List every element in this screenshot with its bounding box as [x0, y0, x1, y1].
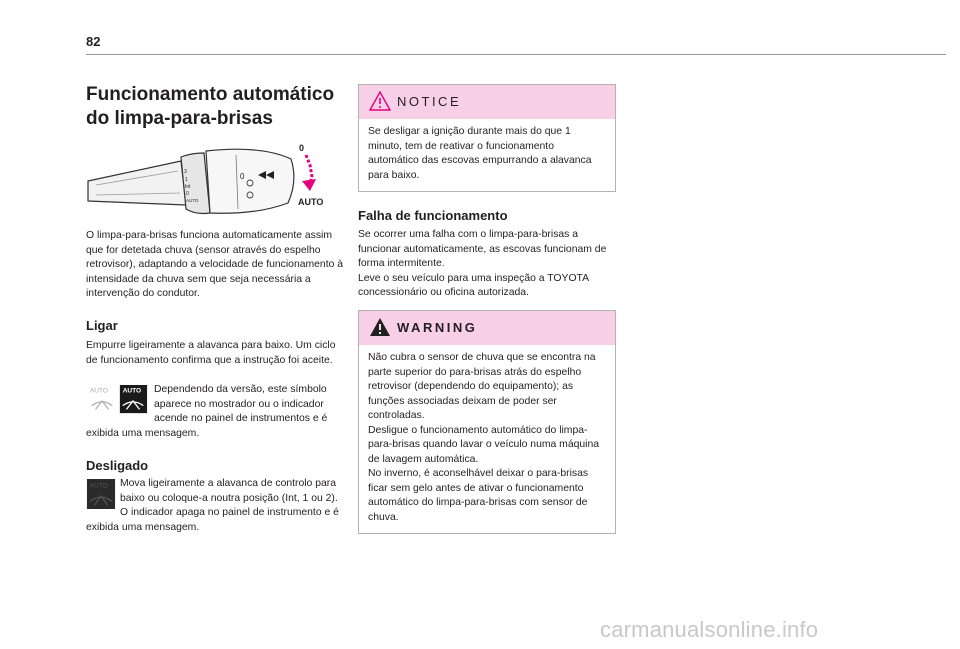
ligar-paragraph-2: Dependendo da versão, este símbolo aparece no mostrador ou o indicador acende no painel de instrumentos e é exibida uma mensagem.	[86, 384, 328, 439]
desligado-paragraph-2: O indicador apaga no painel de instrumento e é exibida uma mensagem.	[86, 507, 339, 533]
lever-position-auto: AUTO	[298, 197, 324, 207]
notice-header	[359, 85, 615, 119]
desligado-block	[86, 477, 344, 535]
top-rule	[86, 54, 946, 55]
auto-off-label: AUTO	[89, 482, 108, 490]
desligado-paragraph-1: Mova ligeiramente a alavanca de controlo para baixo ou coloque-a noutra posição (Int, 1 ou 2).	[120, 478, 338, 504]
lever-ring-0: 0	[240, 172, 245, 181]
watermark: carmanualsonline.info	[600, 617, 819, 642]
lever-label-int: Int	[185, 184, 191, 190]
notice-warning-triangle-icon	[369, 91, 391, 111]
lever-label-auto-small: AUTO	[186, 198, 199, 203]
push-down-arrow-icon	[306, 155, 312, 183]
title-line-1: Funcionamento automático	[86, 84, 335, 105]
auto-wiper-symbols-icon	[86, 385, 150, 415]
warning-text-2: Desligue o funcionamento automático do limpa-para-brisas quando lavar o veículo numa máquina de lavagem automática.	[368, 424, 600, 465]
ligar-paragraph-2-block	[86, 383, 344, 441]
auto-wiper-off-icon	[86, 479, 116, 509]
notice-label: NOTICE	[397, 94, 462, 109]
heading-desligado: Desligado	[86, 458, 149, 473]
warning-label: WARNING	[397, 320, 478, 335]
warning-triangle-icon	[369, 317, 391, 337]
wiper-lever-illustration	[86, 143, 326, 223]
warning-text-3: No inverno, é aconselhável deixar o para-brisas ficar sem gelo antes de ativar o funcionamento automático do limpa-para-brisas com sensor de chuva.	[368, 468, 589, 523]
lever-label-1: 1	[185, 177, 188, 183]
falha-block	[358, 228, 616, 301]
warning-text-1: Não cubra o sensor de chuva que se encontra na parte superior do para-brisas atrás do espelho retrovisor (dependendo do equipamento); as funções associadas deixam de poder ser controladas.	[368, 352, 596, 421]
notice-box	[358, 84, 616, 192]
title-line-2: do limpa-para-brisas	[86, 108, 273, 129]
notice-text: Se desligar a ignição durante mais do que 1 minuto, tem de reativar o funcionamento automático das escovas empurrando a alavanca para baixo.	[368, 126, 592, 181]
page-number: 82	[86, 34, 101, 49]
ligar-paragraph-1: Empurre ligeiramente a alavanca para baixo. Um ciclo de funcionamento confirma que a instrução foi aceite.	[86, 340, 336, 366]
auto-symbol-dark-label: AUTO	[122, 387, 142, 395]
lever-label-0: 0	[186, 191, 189, 197]
warning-box	[358, 310, 616, 534]
heading-falha: Falha de funcionamento	[358, 208, 508, 223]
arrowhead-icon	[302, 179, 316, 191]
falha-paragraph-1: Se ocorrer uma falha com o limpa-para-brisas a funcionar automaticamente, as escovas funcionam de forma intermitente.	[358, 229, 607, 269]
warning-header	[359, 311, 615, 345]
lever-position-0: 0	[299, 143, 305, 153]
page-title	[86, 83, 356, 131]
falha-paragraph-2: Leve o seu veículo para uma inspeção a TOYOTA concessionário ou oficina autorizada.	[358, 272, 589, 298]
heading-ligar: Ligar	[86, 318, 118, 333]
intro-paragraph: O limpa-para-brisas funciona automaticamente assim que for detetada chuva (sensor através do espelho retrovisor), adaptando a velocidade de funcionamento à intensidade da chuva sem que seja necessária a intervenção do condutor.	[86, 230, 344, 299]
lever-label-3: 3	[184, 169, 187, 175]
auto-symbol-grey-label: AUTO	[89, 387, 108, 395]
